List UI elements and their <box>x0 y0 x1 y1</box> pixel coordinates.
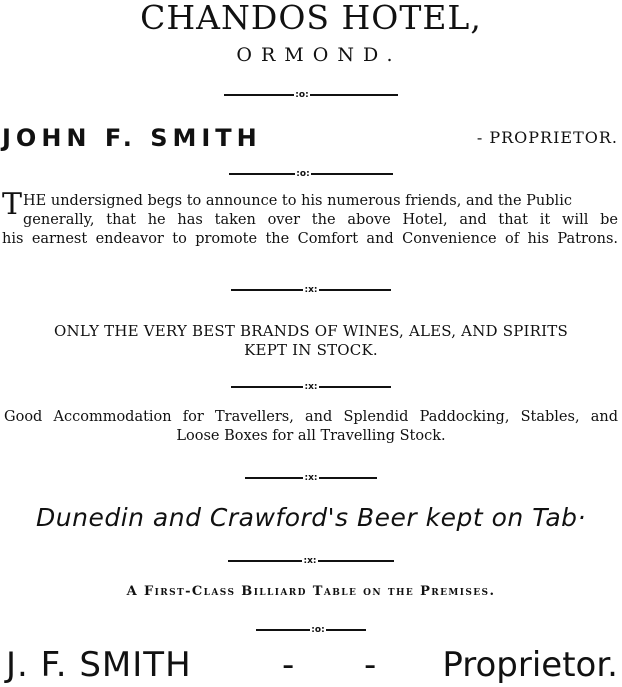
accommodation-line-2: Loose Boxes for all Travelling Stock. <box>176 428 446 444</box>
divider-7: :o: <box>0 624 622 636</box>
accommodation-line-1: Good Accommodation for Travellers, and Splendid Paddocking, Stables, and <box>4 409 618 425</box>
announcement-line-3: his earnest endeavor to promote the Comfort and Convenience of his Patrons. <box>2 231 618 247</box>
divider-2: :o: <box>0 168 622 180</box>
footer-dash-right: - <box>364 645 377 685</box>
drop-cap: T <box>2 187 23 222</box>
divider-1: :o: <box>0 89 622 101</box>
announcement-paragraph <box>2 187 618 249</box>
announcement-line-1: HE undersigned begs to announce to his numerous friends, and the Public <box>23 193 572 209</box>
proprietor-title: - PROPRIETOR. <box>476 128 618 147</box>
divider-3: :x: <box>0 284 622 296</box>
hotel-name: CHANDOS HOTEL, <box>140 0 482 37</box>
beer-notice: Dunedin and Crawford's Beer kept on Tab· <box>36 503 586 532</box>
divider-6: :x: <box>0 555 622 567</box>
accommodation-notice <box>4 408 618 446</box>
divider-5: :x: <box>0 472 622 484</box>
brands-line-2: KEPT IN STOCK. <box>244 341 378 359</box>
brands-notice <box>0 322 622 360</box>
proprietor-name: JOHN F. SMITH <box>2 124 262 152</box>
footer-title: Proprietor. <box>442 645 618 685</box>
billiard-notice: A First-Class Billiard Table on the Premises. <box>126 584 496 599</box>
footer-dash-left: - <box>282 645 295 685</box>
footer-name: J. F. SMITH <box>6 645 192 685</box>
divider-4: :x: <box>0 381 622 393</box>
brands-line-1: ONLY THE VERY BEST BRANDS OF WINES, ALES, AND SPIRITS <box>54 322 568 340</box>
town-name: ORMOND. <box>236 44 402 66</box>
announcement-line-2: generally, that he has taken over the above Hotel, and that it will be <box>23 212 618 228</box>
